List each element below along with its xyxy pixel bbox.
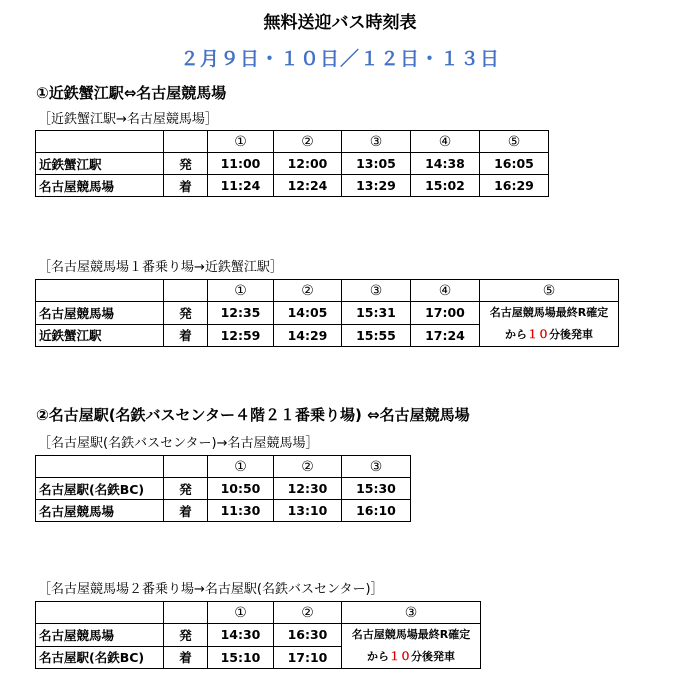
last-trip-note [480, 302, 619, 347]
table-row [36, 624, 481, 647]
trip-number: ① [208, 602, 274, 624]
time-cell: 12:59 [208, 324, 274, 347]
table-row [36, 153, 549, 175]
trip-number: ④ [411, 131, 480, 153]
dep-arr-type: 発 [164, 478, 208, 500]
time-cell: 17:00 [411, 302, 480, 325]
dep-arr-type: 着 [164, 500, 208, 522]
route1-table-a-label: ［近鉄蟹江駅→名古屋競馬場］ [38, 112, 218, 127]
table-row [36, 478, 411, 500]
stop-name: 名古屋競馬場 [36, 302, 164, 325]
route2-outbound-table [35, 455, 411, 522]
last-trip-note [342, 624, 481, 669]
time-cell: 15:31 [342, 302, 411, 325]
time-cell: 15:55 [342, 324, 411, 347]
trip-number: ③ [342, 280, 411, 302]
route1-heading: ①近鉄蟹江駅⇔名古屋競馬場 [36, 84, 227, 102]
dep-arr-type: 発 [164, 153, 208, 175]
time-cell: 17:24 [411, 324, 480, 347]
trip-number: ③ [342, 602, 481, 624]
table-header-row [36, 456, 411, 478]
route2-return-table [35, 601, 481, 669]
time-cell: 15:10 [208, 646, 274, 669]
trip-number: ② [274, 131, 342, 153]
time-cell: 14:38 [411, 153, 480, 175]
note-minutes: １０ [527, 328, 549, 341]
stop-name: 名古屋競馬場 [36, 500, 164, 522]
stop-name: 名古屋競馬場 [36, 175, 164, 197]
route2-heading: ②名古屋駅(名鉄バスセンター４階２１番乗り場) ⇔名古屋競馬場 [36, 406, 470, 424]
time-cell: 12:35 [208, 302, 274, 325]
time-cell: 11:24 [208, 175, 274, 197]
time-cell: 13:29 [342, 175, 411, 197]
route1-table-b-label: ［名古屋競馬場１番乗り場→近鉄蟹江駅］ [38, 260, 283, 275]
stop-name: 近鉄蟹江駅 [36, 153, 164, 175]
stop-name: 近鉄蟹江駅 [36, 324, 164, 347]
trip-number: ① [208, 280, 274, 302]
trip-number: ① [208, 131, 274, 153]
table-row [36, 175, 549, 197]
route2-table-a-label: ［名古屋駅(名鉄バスセンター)→名古屋競馬場］ [38, 436, 319, 451]
time-cell: 13:10 [274, 500, 342, 522]
table-header-row [36, 280, 619, 302]
dep-arr-type: 発 [164, 302, 208, 325]
page-title: 無料送迎バス時刻表 [263, 13, 417, 33]
trip-number: ④ [411, 280, 480, 302]
time-cell: 14:05 [274, 302, 342, 325]
dep-arr-type: 着 [164, 324, 208, 347]
time-cell: 11:30 [208, 500, 274, 522]
stop-name: 名古屋駅(名鉄BC) [36, 478, 164, 500]
trip-number: ③ [342, 456, 411, 478]
route1-return-table [35, 279, 619, 347]
dep-arr-type: 発 [164, 624, 208, 647]
table-header-row [36, 131, 549, 153]
note-line1: 名古屋競馬場最終R確定 [351, 628, 471, 641]
note-line2: から１０分後発車 [367, 650, 455, 663]
route2-table-b-label: ［名古屋競馬場２番乗り場→名古屋駅(名鉄バスセンター)］ [38, 582, 384, 597]
time-cell: 15:02 [411, 175, 480, 197]
trip-number: ② [274, 280, 342, 302]
time-cell: 12:30 [274, 478, 342, 500]
time-cell: 13:05 [342, 153, 411, 175]
time-cell: 14:30 [208, 624, 274, 647]
time-cell: 12:24 [274, 175, 342, 197]
time-cell: 16:10 [342, 500, 411, 522]
note-minutes: １０ [389, 650, 411, 663]
table-header-row [36, 602, 481, 624]
trip-number: ⑤ [480, 131, 549, 153]
dep-arr-type: 着 [164, 175, 208, 197]
route1-outbound-table [35, 130, 549, 197]
time-cell: 16:30 [274, 624, 342, 647]
time-cell: 11:00 [208, 153, 274, 175]
time-cell: 15:30 [342, 478, 411, 500]
stop-name: 名古屋競馬場 [36, 624, 164, 647]
service-dates: ２月９日・１０日／１２日・１３日 [179, 48, 500, 70]
trip-number: ② [274, 456, 342, 478]
note-line1: 名古屋競馬場最終R確定 [489, 306, 609, 319]
trip-number: ⑤ [480, 280, 619, 302]
time-cell: 14:29 [274, 324, 342, 347]
table-row [36, 500, 411, 522]
trip-number: ③ [342, 131, 411, 153]
time-cell: 17:10 [274, 646, 342, 669]
time-cell: 12:00 [274, 153, 342, 175]
stop-name: 名古屋駅(名鉄BC) [36, 646, 164, 669]
time-cell: 16:05 [480, 153, 549, 175]
time-cell: 16:29 [480, 175, 549, 197]
table-row [36, 302, 619, 325]
trip-number: ② [274, 602, 342, 624]
note-line2: から１０分後発車 [505, 328, 593, 341]
trip-number: ① [208, 456, 274, 478]
time-cell: 10:50 [208, 478, 274, 500]
dep-arr-type: 着 [164, 646, 208, 669]
